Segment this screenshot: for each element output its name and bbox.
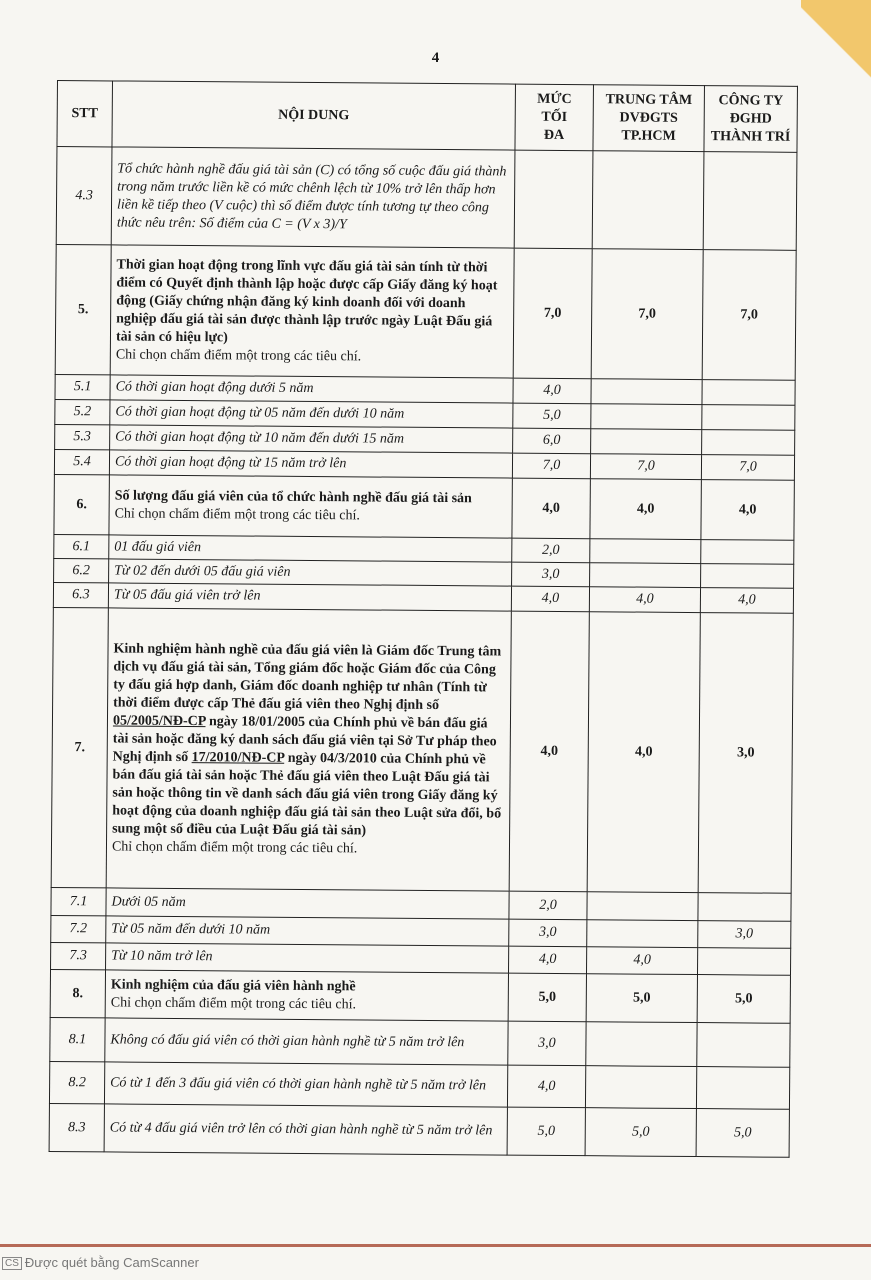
row-cong-ty: 5,0 xyxy=(696,1109,789,1158)
row-cong-ty: 3,0 xyxy=(698,613,793,894)
row-max: 6,0 xyxy=(513,428,591,454)
row-stt: 5. xyxy=(55,244,111,374)
header-line: TRUNG TÂM xyxy=(605,91,693,108)
row-trung-tam xyxy=(590,539,701,564)
row-trung-tam: 4,0 xyxy=(587,612,700,893)
header-line: THÀNH TRÍ xyxy=(710,128,791,145)
row-max: 2,0 xyxy=(509,891,587,920)
row-cong-ty xyxy=(696,1067,789,1110)
scanner-watermark xyxy=(2,1255,199,1270)
row-trung-tam xyxy=(586,1022,697,1067)
table-header-row xyxy=(57,81,797,153)
row-content: Dưới 05 năm xyxy=(106,888,509,919)
row-stt: 7. xyxy=(51,607,108,887)
decree-reference: 17/2010/NĐ-CP xyxy=(191,749,285,766)
row-stt: 6. xyxy=(54,474,109,534)
row-stt: 6.1 xyxy=(54,534,109,558)
row-content: Từ 05 đấu giá viên trở lên xyxy=(108,583,511,611)
row-cong-ty: 4,0 xyxy=(700,588,793,614)
row-cong-ty: 7,0 xyxy=(702,250,796,381)
row-trung-tam xyxy=(592,151,704,250)
row-stt: 7.1 xyxy=(51,887,106,915)
row-content: Có thời gian hoạt động từ 10 năm đến dưới 15 năm xyxy=(110,425,513,453)
row-max: 7,0 xyxy=(512,453,590,479)
row-cong-ty xyxy=(702,430,795,456)
row-content: Không có đấu giá viên có thời gian hành nghề từ 5 năm trở lên xyxy=(105,1018,508,1065)
header-trung-tam xyxy=(593,85,705,152)
row-max: 4,0 xyxy=(508,946,586,974)
criterion-title: Kinh nghiệm của đấu giá viên hành nghề xyxy=(110,976,356,994)
row-content: Từ 10 năm trở lên xyxy=(106,943,509,973)
row-max: 4,0 xyxy=(509,611,589,892)
row-max: 3,0 xyxy=(509,919,587,947)
row-stt: 8.2 xyxy=(49,1061,104,1103)
header-line: ĐGHD xyxy=(729,110,772,127)
criterion-title: Thời gian hoạt động trong lĩnh vực đấu giá tài sản tính từ thời điểm có Quyết định thành lập hoặc được cấp Giấy đăng ký hoạt động (Giấy chứng nhận đăng ký kinh doanh đối với doanh nghiệp đấu giá tài sản được thành lập trước ngày Luật Đấu giá tài sản có hiệu lực) xyxy=(115,256,498,345)
table-row xyxy=(50,969,790,1023)
row-content: Tổ chức hành nghề đấu giá tài sản (C) có tổng số cuộc đấu giá thành trong năm trước liền kề có mức chênh lệch từ 10% trở lên thấp hơn liền kề tiếp theo (V cuộc) thì số điểm được tính tương tự theo công thức nêu trên: Số điểm của C = (V x 3)/Y xyxy=(111,147,515,248)
row-trung-tam xyxy=(591,404,702,430)
header-cong-ty xyxy=(704,86,798,153)
row-trung-tam: 7,0 xyxy=(591,249,703,380)
row-content: Có từ 1 đến 3 đấu giá viên có thời gian hành nghề từ 5 năm trở lên xyxy=(104,1062,507,1107)
row-trung-tam xyxy=(590,563,701,588)
row-content xyxy=(105,970,508,1021)
row-content: 01 đấu giá viên xyxy=(109,535,512,562)
row-stt: 6.2 xyxy=(54,558,109,582)
criterion-note: Chỉ chọn chấm điểm một trong các tiêu chí. xyxy=(114,505,360,523)
row-content xyxy=(110,245,514,378)
page-number: 4 xyxy=(431,50,440,66)
row-cong-ty xyxy=(703,152,797,251)
row-content xyxy=(106,608,511,891)
row-cong-ty: 4,0 xyxy=(701,480,794,541)
table-row xyxy=(49,1103,789,1157)
row-trung-tam: 4,0 xyxy=(590,479,701,540)
table-row xyxy=(54,474,794,540)
row-max: 4,0 xyxy=(511,586,589,612)
criterion-text: Kinh nghiệm hành nghề của đấu giá viên là Giám đốc Trung tâm dịch vụ đấu giá tài sản, Tổng giám đốc hoặc Giám đốc của Công ty đấu giá hợp danh, Giám đốc doanh nghiệp tư nhân (Tính từ thời điểm được cấp Thẻ đấu giá viên theo Nghị định số xyxy=(113,640,502,713)
criterion-note: Chỉ chọn chấm điểm một trong các tiêu chí. xyxy=(110,994,357,1012)
decree-reference: 05/2005/NĐ-CP xyxy=(112,712,206,729)
camscanner-logo: CS xyxy=(2,1257,22,1270)
row-content: Có thời gian hoạt động từ 15 năm trở lên xyxy=(109,450,512,478)
row-trung-tam xyxy=(587,920,698,948)
row-trung-tam: 4,0 xyxy=(589,587,700,613)
table-row xyxy=(49,1061,789,1109)
row-cong-ty xyxy=(697,1023,790,1068)
table-row xyxy=(50,1017,790,1067)
header-line: TỐI xyxy=(541,109,568,125)
row-stt: 8.3 xyxy=(49,1103,104,1151)
row-cong-ty: 3,0 xyxy=(698,921,791,949)
row-cong-ty xyxy=(701,564,794,589)
header-line: CÔNG TY xyxy=(718,92,784,109)
criterion-note: Chỉ chọn chấm điểm một trong các tiêu chí. xyxy=(115,346,362,364)
row-trung-tam: 4,0 xyxy=(586,947,697,975)
row-cong-ty: 5,0 xyxy=(697,975,790,1024)
table-row xyxy=(56,147,797,251)
row-content: Có thời gian hoạt động dưới 5 năm xyxy=(110,375,513,403)
criterion-text: ngày 04/3/2010 của Chính phủ về bán đấu giá tài sản hoặc Thẻ đấu giá viên theo Luật Đấu giá tài sản hoặc thông tin về danh sách đấu giá viên trong Giấy đăng ký hoạt động của doanh nghiệp đấu giá tài sản theo Luật sửa đổi, bổ sung một số điều của Luật Đấu giá tài sản) xyxy=(112,750,502,838)
header-stt: STT xyxy=(57,81,113,147)
row-max: 3,0 xyxy=(508,1021,586,1066)
row-stt: 7.2 xyxy=(51,915,106,942)
row-trung-tam: 5,0 xyxy=(585,1108,696,1157)
row-trung-tam xyxy=(591,379,702,405)
row-stt: 4.3 xyxy=(56,147,112,245)
row-content: Từ 02 đến dưới 05 đấu giá viên xyxy=(109,559,512,586)
row-stt: 7.3 xyxy=(51,942,106,969)
header-line: ĐA xyxy=(543,127,565,143)
row-trung-tam xyxy=(591,429,702,455)
row-max: 4,0 xyxy=(507,1065,585,1108)
row-trung-tam: 7,0 xyxy=(590,454,701,480)
row-max: 7,0 xyxy=(513,248,592,379)
row-content xyxy=(109,475,512,538)
row-cong-ty xyxy=(698,893,791,922)
row-max: 4,0 xyxy=(513,378,591,404)
header-line: DVĐGTS xyxy=(619,109,678,126)
header-muc-toi-da xyxy=(515,84,594,151)
row-trung-tam xyxy=(587,892,698,921)
criterion-title: Số lượng đấu giá viên của tổ chức hành nghề đấu giá tài sản xyxy=(114,487,472,506)
table-row xyxy=(51,607,793,893)
row-stt: 5.2 xyxy=(55,399,110,424)
page-bottom-edge xyxy=(0,1244,871,1247)
row-stt: 5.3 xyxy=(55,424,110,449)
criterion-text: ngày 18/01/2005 của Chính phủ về bán đấu giá tài sản hoặc đăng ký danh sách đấu giá viên tại Sở Tư pháp theo Nghị định số xyxy=(112,713,497,765)
header-noi-dung: NỘI DUNG xyxy=(112,81,516,150)
scoring-table xyxy=(49,80,798,1158)
row-stt: 6.3 xyxy=(53,582,108,607)
row-max: 5,0 xyxy=(513,403,591,429)
header-line: MỨC xyxy=(537,91,572,107)
row-stt: 8. xyxy=(50,969,105,1017)
row-content: Có thời gian hoạt động từ 05 năm đến dưới 10 năm xyxy=(110,400,513,428)
row-max: 3,0 xyxy=(512,562,590,587)
header-line: TP.HCM xyxy=(621,127,676,144)
row-trung-tam: 5,0 xyxy=(586,974,697,1023)
row-stt: 5.4 xyxy=(54,449,109,474)
row-cong-ty xyxy=(702,380,795,406)
row-cong-ty xyxy=(702,405,795,431)
row-max: 5,0 xyxy=(507,1107,585,1156)
row-max: 5,0 xyxy=(508,973,586,1022)
row-stt: 5.1 xyxy=(55,374,110,399)
row-content: Từ 05 năm đến dưới 10 năm xyxy=(106,916,509,946)
row-content: Có từ 4 đấu giá viên trở lên có thời gian hành nghề từ 5 năm trở lên xyxy=(104,1104,507,1155)
row-cong-ty xyxy=(697,948,790,976)
criterion-note: Chỉ chọn chấm điểm một trong các tiêu chí. xyxy=(111,838,358,856)
row-cong-ty xyxy=(701,540,794,565)
row-trung-tam xyxy=(585,1066,696,1109)
row-stt: 8.1 xyxy=(50,1017,105,1061)
row-max: 4,0 xyxy=(512,478,590,539)
table-row xyxy=(55,244,796,380)
scanner-text: Được quét bằng CamScanner xyxy=(24,1255,199,1270)
row-max: 2,0 xyxy=(512,538,590,563)
criterion-title xyxy=(112,640,506,841)
row-cong-ty: 7,0 xyxy=(701,455,794,481)
row-max xyxy=(514,150,593,249)
